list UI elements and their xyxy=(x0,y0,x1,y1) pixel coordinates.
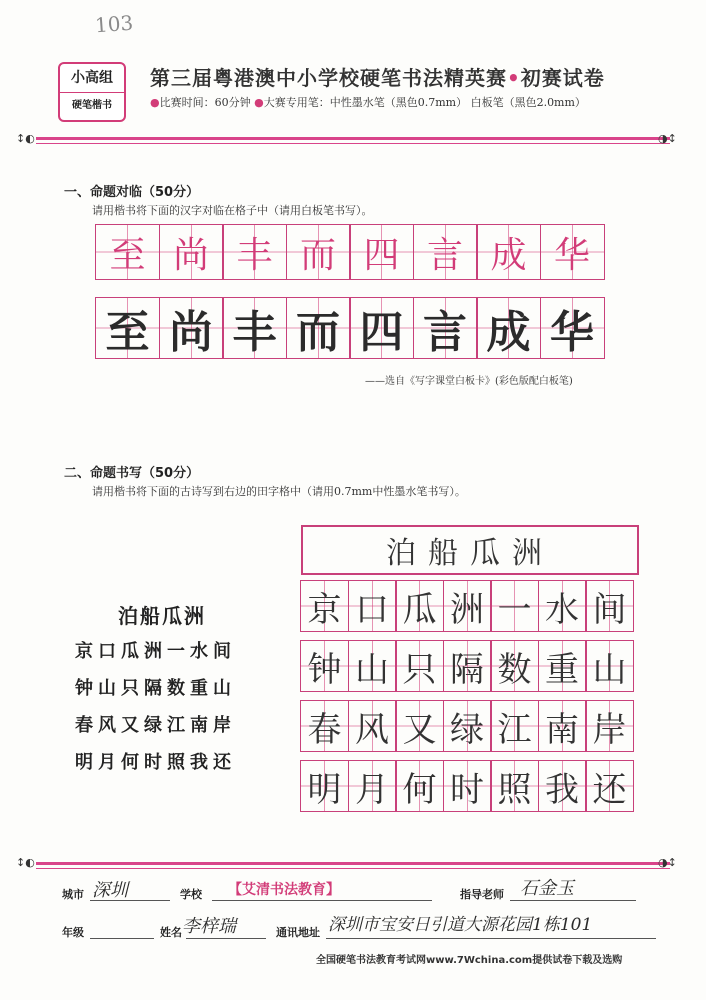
teacher-field-line xyxy=(510,900,636,901)
grid-cell: 又 xyxy=(395,700,444,752)
registration-mark-icon: ↕◐ xyxy=(16,856,35,869)
written-poem-row xyxy=(300,640,633,692)
grid-cell: 山 xyxy=(585,640,634,692)
school-label: 学校 xyxy=(180,888,202,901)
address-field-line xyxy=(326,938,656,939)
grid-cell: 绿 xyxy=(443,700,492,752)
title-main: 第三届粤港澳中小学校硬笔书法精英赛 xyxy=(150,66,507,90)
grid-cell: 尚 xyxy=(159,224,224,280)
school-value[interactable]: 【艾清书法教育】 xyxy=(228,882,340,898)
school-field-line xyxy=(212,900,432,901)
section1-heading: 一、命题对临（50分） xyxy=(64,185,200,200)
grid-cell: 华 xyxy=(540,224,605,280)
grid-cell: 江 xyxy=(490,700,539,752)
grid-cell: 至 xyxy=(95,297,160,359)
section2-instruction: 请用楷书将下面的古诗写到右边的田字格中（请用0.7mm中性墨水笔书写）。 xyxy=(92,485,466,498)
grid-cell: 重 xyxy=(538,640,587,692)
grid-cell: 照 xyxy=(490,760,539,812)
name-value[interactable]: 李梓瑞 xyxy=(182,916,236,937)
grid-cell: 何 xyxy=(395,760,444,812)
grid-cell: 言 xyxy=(413,297,478,359)
written-poem-grid xyxy=(300,580,633,820)
top-divider-thin xyxy=(36,143,670,144)
grid-cell: 丰 xyxy=(222,297,287,359)
grid-cell: 言 xyxy=(413,224,478,280)
grid-cell: 尚 xyxy=(159,297,224,359)
grid-cell: 时 xyxy=(443,760,492,812)
title-sub: 初赛试卷 xyxy=(520,66,605,90)
poem-line: 钟山只隔数重山 xyxy=(75,678,236,699)
grid-cell: 京 xyxy=(300,580,349,632)
name-label: 姓名 xyxy=(160,926,182,939)
poem-line: 明月何时照我还 xyxy=(75,752,236,773)
grid-cell: 而 xyxy=(286,297,351,359)
name-field-line xyxy=(186,938,266,939)
page-title xyxy=(150,62,605,91)
model-char-grid xyxy=(95,224,603,280)
grid-cell: 而 xyxy=(286,224,351,280)
grid-cell: 我 xyxy=(538,760,587,812)
written-poem-title-box xyxy=(301,525,639,575)
bullet-icon: ● xyxy=(254,96,264,109)
grid-cell: 洲 xyxy=(443,580,492,632)
grid-cell: 风 xyxy=(348,700,397,752)
address-label: 通讯地址 xyxy=(276,926,320,939)
poem-line: 京口瓜洲一水间 xyxy=(75,641,236,662)
grid-cell: 春 xyxy=(300,700,349,752)
grid-cell: 口 xyxy=(348,580,397,632)
grid-cell: 钟 xyxy=(300,640,349,692)
grid-cell: 岸 xyxy=(585,700,634,752)
grid-cell: 成 xyxy=(476,224,541,280)
grid-cell: 一 xyxy=(490,580,539,632)
bullet-icon: ● xyxy=(150,96,160,109)
written-poem-row xyxy=(300,760,633,812)
written-poem-title: 泊船瓜洲 xyxy=(386,536,554,571)
grid-cell: 水 xyxy=(538,580,587,632)
registration-mark-icon: ◑↕ xyxy=(658,132,677,145)
bottom-divider-thin xyxy=(36,868,670,869)
grade-label: 年级 xyxy=(62,926,84,939)
grid-cell: 南 xyxy=(538,700,587,752)
meta-pen: 大赛专用笔：中性墨水笔（黑色0.7mm） 白板笔（黑色2.0mm） xyxy=(263,96,586,109)
grid-cell: 四 xyxy=(349,224,414,280)
teacher-label: 指导老师 xyxy=(460,888,504,901)
grid-cell: 还 xyxy=(585,760,634,812)
grid-cell: 间 xyxy=(585,580,634,632)
written-poem-row xyxy=(300,580,633,632)
grade-field-line xyxy=(90,938,154,939)
teacher-value[interactable]: 石金玉 xyxy=(520,878,574,899)
top-divider xyxy=(36,137,670,140)
registration-mark-icon: ↕◐ xyxy=(16,132,35,145)
grid-cell: 成 xyxy=(476,297,541,359)
grid-cell: 四 xyxy=(349,297,414,359)
grid-cell: 明 xyxy=(300,760,349,812)
badge-group: 小高组 xyxy=(60,64,124,93)
city-value[interactable]: 深圳 xyxy=(92,880,128,901)
grid-cell: 华 xyxy=(540,297,605,359)
section1-source: ——选自《写字课堂白板卡》(彩色版配白板笔) xyxy=(365,376,573,387)
grid-cell: 月 xyxy=(348,760,397,812)
poem-title: 泊船瓜洲 xyxy=(118,604,206,628)
written-char-grid xyxy=(95,297,603,359)
grid-cell: 只 xyxy=(395,640,444,692)
group-badge xyxy=(58,62,126,122)
handwritten-number: 103 xyxy=(94,10,134,38)
grid-cell: 山 xyxy=(348,640,397,692)
badge-category: 硬笔楷书 xyxy=(72,100,112,111)
meta-time: 比赛时间：60分钟 xyxy=(159,96,251,109)
grid-cell: 隔 xyxy=(443,640,492,692)
address-value[interactable]: 深圳市宝安日引道大源花园1栋101 xyxy=(328,915,593,935)
written-poem-row xyxy=(300,700,633,752)
grid-cell: 至 xyxy=(95,224,160,280)
title-dot: • xyxy=(507,66,521,90)
exam-meta xyxy=(150,94,586,110)
city-label: 城市 xyxy=(62,888,84,901)
poem-text xyxy=(75,637,236,774)
section2-heading: 二、命题书写（50分） xyxy=(64,466,200,481)
poem-line: 春风又绿江南岸 xyxy=(75,715,236,736)
footer-text: 全国硬笔书法教育考试网www.7Wchina.com提供试卷下载及选购 xyxy=(316,955,623,966)
grid-cell: 瓜 xyxy=(395,580,444,632)
bottom-divider xyxy=(36,862,670,865)
registration-mark-icon: ◑↕ xyxy=(658,856,677,869)
grid-cell: 数 xyxy=(490,640,539,692)
grid-cell: 丰 xyxy=(222,224,287,280)
section1-instruction: 请用楷书将下面的汉字对临在格子中（请用白板笔书写）。 xyxy=(92,204,373,217)
